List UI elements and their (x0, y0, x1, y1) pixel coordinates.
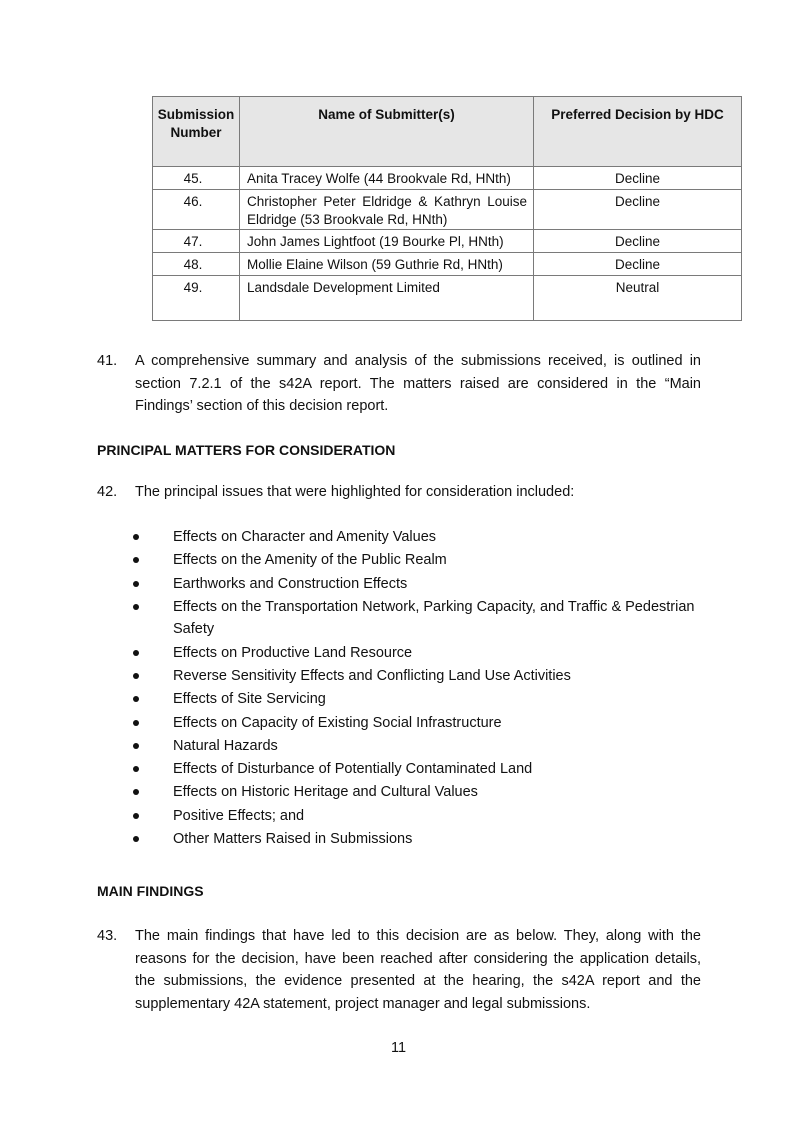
submissions-table (152, 96, 742, 321)
list-item-text: Effects on Productive Land Resource (173, 644, 413, 661)
header-submission-number: Submission Number (153, 97, 240, 167)
paragraph-41 (97, 350, 707, 418)
list-item-text: Effects on the Transportation Network, Parking Capacity, and Traffic & Pedestrian Safety (173, 598, 695, 638)
preferred-decision: Decline (534, 190, 742, 230)
principal-issues-list (97, 526, 707, 851)
paragraph-42 (97, 481, 707, 504)
list-item-text: Effects on Capacity of Existing Social Infrastructure (173, 714, 502, 731)
page-number: 11 (390, 1040, 407, 1056)
submission-number: 45. (153, 167, 240, 190)
submitter-name: Christopher Peter Eldridge & Kathryn Louise Eldridge (53 Brookvale Rd, HNth) (240, 190, 534, 230)
paragraph-number: 42. (97, 484, 118, 500)
list-item-text: Effects on the Amenity of the Public Realm (173, 552, 447, 569)
list-item-text: Natural Hazards (173, 737, 278, 754)
list-item (97, 712, 707, 735)
submission-number: 48. (153, 253, 240, 276)
list-item (97, 596, 707, 641)
submitter-name: Landsdale Development Limited (240, 276, 534, 321)
bullet-icon (133, 604, 139, 610)
table-header-row (153, 97, 742, 167)
bullet-icon (133, 766, 139, 772)
paragraph-43 (97, 925, 707, 1017)
bullet-icon (133, 789, 139, 795)
bullet-icon (133, 743, 139, 749)
paragraph-text: A comprehensive summary and analysis of the submissions received, is outlined in section 7.2.1 of the s42A report. The matters raised are considered in the “Main Findings’ section of this decision report. (135, 353, 701, 414)
table-row (153, 167, 742, 190)
preferred-decision: Neutral (534, 276, 742, 321)
list-item-text: Effects on Character and Amenity Values (173, 529, 437, 545)
bullet-icon (133, 696, 139, 702)
list-item (97, 526, 707, 549)
bullet-icon (133, 673, 139, 679)
list-item (97, 549, 707, 572)
list-item (97, 805, 707, 828)
list-item (97, 642, 707, 665)
bullet-icon (133, 557, 139, 563)
preferred-decision: Decline (534, 167, 742, 190)
submitter-name: John James Lightfoot (19 Bourke Pl, HNth) (240, 230, 534, 253)
list-item-text: Earthworks and Construction Effects (173, 575, 408, 592)
header-preferred-decision: Preferred Decision by HDC (534, 97, 742, 167)
submission-number: 47. (153, 230, 240, 253)
list-item-text: Effects of Site Servicing (173, 691, 326, 708)
list-item (97, 688, 707, 711)
paragraph-number: 41. (97, 353, 118, 369)
bullet-icon (133, 813, 139, 819)
submission-number: 49. (153, 276, 240, 321)
list-item-text: Other Matters Raised in Submissions (173, 831, 413, 848)
bullet-icon (133, 581, 139, 587)
preferred-decision: Decline (534, 230, 742, 253)
paragraph-text: The principal issues that were highlighted for consideration included: (135, 484, 575, 500)
list-item (97, 665, 707, 688)
bullet-icon (133, 650, 139, 656)
list-item (97, 758, 707, 781)
list-item (97, 781, 707, 804)
list-item-text: Positive Effects; and (173, 807, 305, 824)
submission-number: 46. (153, 190, 240, 230)
table-row (153, 230, 742, 253)
preferred-decision: Decline (534, 253, 742, 276)
list-item-text: Reverse Sensitivity Effects and Conflicting Land Use Activities (173, 667, 571, 684)
list-item-text: Effects on Historic Heritage and Cultural Values (173, 784, 478, 801)
table-row (153, 253, 742, 276)
table-row (153, 190, 742, 230)
header-submitter-name: Name of Submitter(s) (240, 97, 534, 167)
submitter-name: Anita Tracey Wolfe (44 Brookvale Rd, HNth) (240, 167, 534, 190)
heading-principal-matters: PRINCIPAL MATTERS FOR CONSIDERATION (97, 442, 396, 458)
paragraph-text: The main findings that have led to this decision are as below. They, along with the reasons for the decision, have been reached after considering the application details, the submissions, the evidence presented at the hearing, the s42A report and the supplementary 42A statement, project manager and legal submissions. (135, 928, 701, 1012)
list-item (97, 573, 707, 596)
submitter-name: Mollie Elaine Wilson (59 Guthrie Rd, HNth) (240, 253, 534, 276)
heading-main-findings: MAIN FINDINGS (97, 883, 204, 899)
bullet-icon (133, 534, 139, 540)
paragraph-number: 43. (97, 928, 118, 944)
table-row (153, 276, 742, 321)
bullet-icon (133, 836, 139, 842)
list-item-text: Effects of Disturbance of Potentially Contaminated Land (173, 761, 533, 778)
bullet-icon (133, 720, 139, 726)
list-item (97, 828, 707, 851)
list-item (97, 735, 707, 758)
